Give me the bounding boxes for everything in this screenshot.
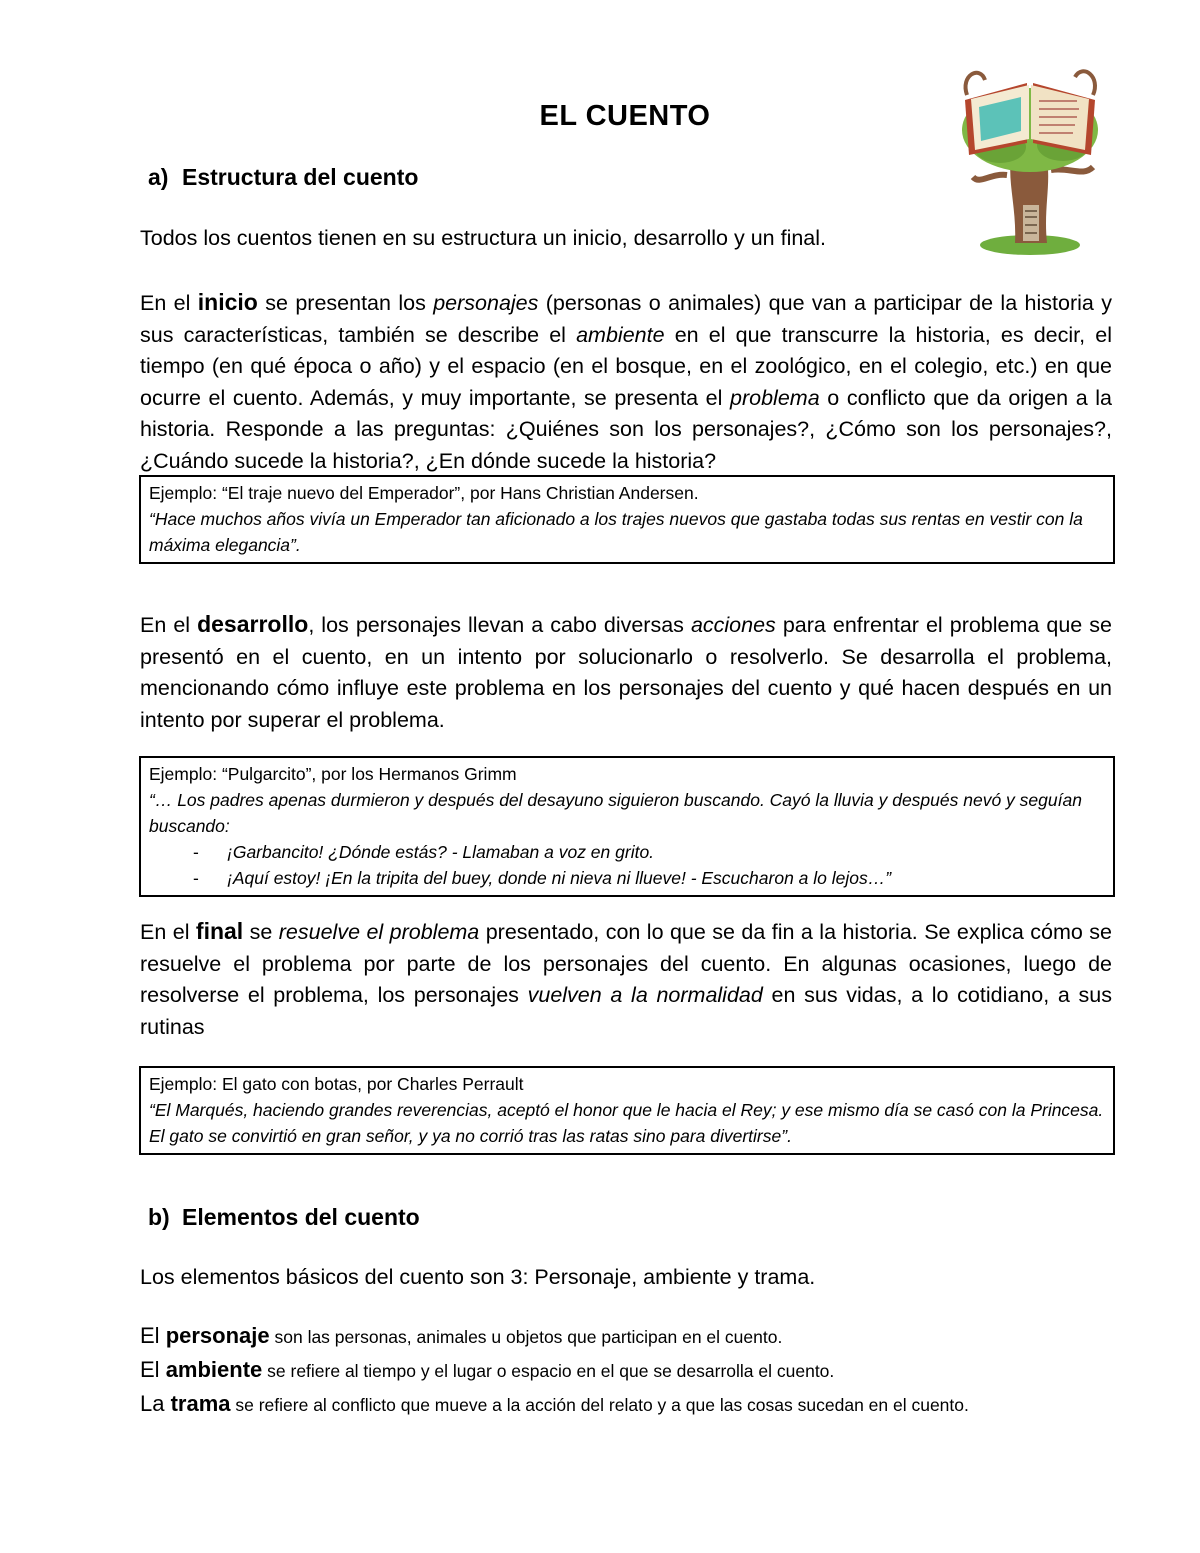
list-item: - ¡Aquí estoy! ¡En la tripita del buey, donde ni nieva ni llueve! - Escucharon a lo lejos…” <box>149 865 1105 891</box>
example-2-quote: “… Los padres apenas durmieron y después del desayuno siguieron buscando. Cayó la lluvia y después nevó y seguían buscando: <box>149 790 1082 836</box>
final-text-4: en sus vidas, a lo cotidiano, a sus rutinas <box>140 983 1113 1039</box>
element-trama <box>140 1389 969 1420</box>
inicio-keyword: inicio <box>197 289 258 315</box>
element-description: son las personas, animales u objetos que participan en el cuento. <box>269 1327 783 1347</box>
element-keyword: personaje <box>165 1323 270 1348</box>
page-title: EL CUENTO <box>539 100 711 132</box>
final-keyword: final <box>195 918 244 944</box>
list-item: - ¡Garbancito! ¿Dónde estás? - Llamaban a voz en grito. <box>149 839 1105 865</box>
final-text-1: En el <box>140 920 196 944</box>
element-personaje <box>140 1321 782 1352</box>
inicio-text-4: en el que transcurre la historia, es decir, el tiempo (en qué época o año) y el espacio (en el bosque, en el zoológico, en el colegio, etc.) en que ocurre el cuento. Además, y muy importante, se presenta el <box>140 322 1112 410</box>
inicio-text-2: se presentan los <box>257 291 434 315</box>
desarrollo-text-1: En el <box>140 613 198 637</box>
example-3-source: Ejemplo: El gato con botas, por Charles Perrault <box>149 1074 524 1094</box>
element-ambiente <box>140 1355 834 1386</box>
section-a-label: a) <box>148 164 169 190</box>
section-b-heading <box>148 1204 420 1231</box>
final-text-3: presentado, con lo que se da fin a la historia. Se explica cómo se resuelve el problema por parte de los personajes del cuento. En algunas ocasiones, luego de resolverse el problema, los personajes <box>140 920 1112 1007</box>
element-description: se refiere al conflicto que mueve a la acción del relato y a que las cosas sucedan en el cuento. <box>230 1395 969 1415</box>
desarrollo-text-2: , los personajes llevan a cabo diversas <box>308 613 691 637</box>
element-lead: El <box>140 1323 166 1348</box>
inicio-text-1: En el <box>140 291 198 315</box>
desarrollo-italic-acciones: acciones <box>690 613 776 637</box>
inicio-text-3: (personas o animales) que van a participar de la historia y sus características, también se describe el <box>140 291 1112 347</box>
element-keyword: ambiente <box>165 1357 263 1382</box>
example-1-source: Ejemplo: “El traje nuevo del Emperador”, por Hans Christian Andersen. <box>149 483 699 503</box>
elements-intro: Los elementos básicos del cuento son 3: Personaje, ambiente y trama. <box>140 1265 816 1289</box>
final-italic-normalidad: vuelven a la normalidad <box>527 983 763 1007</box>
section-b-title: Elementos del cuento <box>182 1204 420 1230</box>
final-italic-resuelve: resuelve el problema <box>278 920 480 944</box>
inicio-italic-personajes: personajes <box>433 291 539 315</box>
example-2-source: Ejemplo: “Pulgarcito”, por los Hermanos Grimm <box>149 764 517 784</box>
element-lead: La <box>140 1391 171 1416</box>
desarrollo-keyword: desarrollo <box>197 611 309 637</box>
element-description: se refiere al tiempo y el lugar o espacio en el que se desarrolla el cuento. <box>262 1361 835 1381</box>
inicio-italic-ambiente: ambiente <box>576 322 665 347</box>
desarrollo-paragraph <box>140 609 1112 736</box>
element-lead: El <box>140 1357 166 1382</box>
section-a-heading <box>148 164 418 191</box>
inicio-text-5: o conflicto que da origen a la historia. Responde a las preguntas: ¿Quiénes son los personajes?, ¿Cómo son los personajes?, ¿Cuándo sucede la historia?, ¿En dónde sucede la historia? <box>140 385 1113 473</box>
example-box-2 <box>139 756 1115 897</box>
example-1-quote: “Hace muchos años vivía un Emperador tan aficionado a los trajes nuevos que gastaba todas sus rentas en vestir con la máxima elegancia”. <box>149 509 1083 555</box>
final-paragraph <box>140 916 1112 1043</box>
inicio-italic-problema: problema <box>730 385 820 410</box>
desarrollo-text-3: para enfrentar el problema que se presentó en el cuento, en un intento por solucionarlo o resolverlo. Se desarrolla el problema, mencionando cómo influye este problema en los personajes del cuento y qué hacen después en un intento por superar el problema. <box>140 613 1113 732</box>
inicio-paragraph <box>140 287 1112 477</box>
element-keyword: trama <box>170 1391 231 1416</box>
example-3-quote: “El Marqués, haciendo grandes reverencias, aceptó el honor que le hacia el Rey; y ese mismo día se casó con la Princesa. El gato se convirtió en gran señor, y ya no corrió tras las ratas sino para divertirse”. <box>149 1100 1104 1146</box>
section-a-title: Estructura del cuento <box>182 164 419 190</box>
example-box-3 <box>139 1066 1115 1155</box>
final-text-2: se <box>243 920 279 944</box>
example-2-dialogue-list <box>149 839 1105 891</box>
intro-paragraph: Todos los cuentos tienen en su estructura un inicio, desarrollo y un final. <box>140 226 827 250</box>
example-box-1 <box>139 475 1115 564</box>
section-b-label: b) <box>148 1204 170 1230</box>
